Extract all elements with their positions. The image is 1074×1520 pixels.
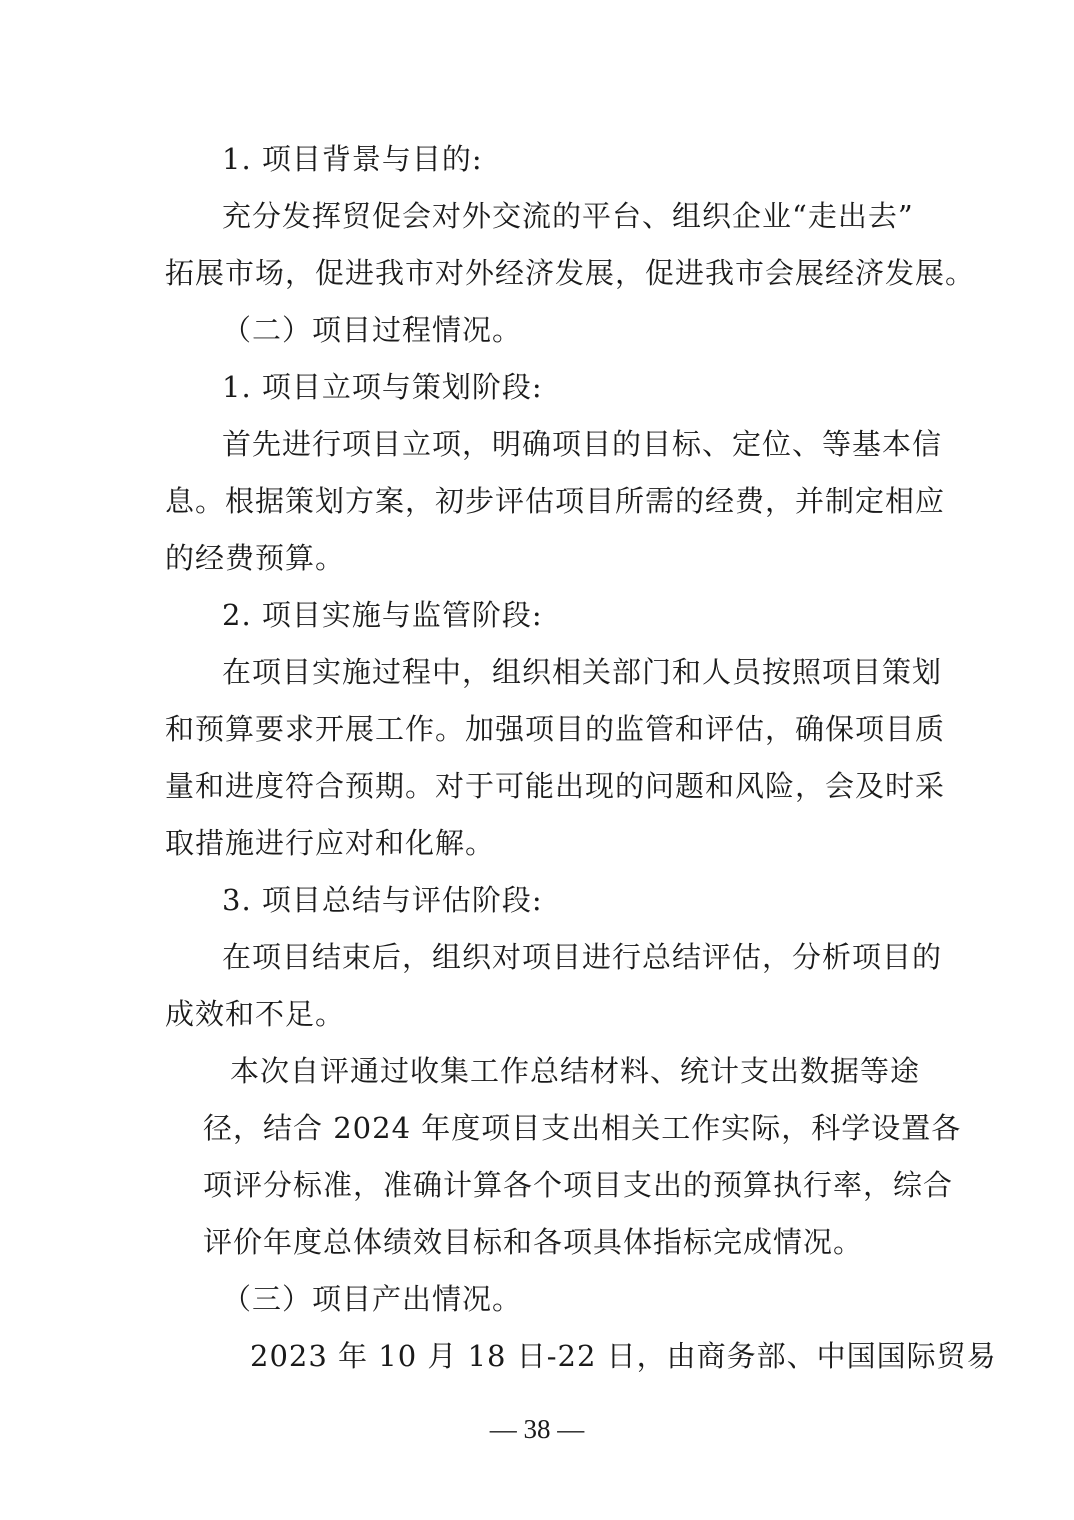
- heading-project-summary: 3. 项目总结与评估阶段:: [222, 883, 543, 917]
- paragraph-line: 首先进行项目立项，明确项目的目标、定位、等基本信: [222, 427, 943, 461]
- paragraph-line: 息。根据策划方案，初步评估项目所需的经费，并制定相应: [165, 484, 946, 518]
- paragraph-line: 充分发挥贸促会对外交流的平台、组织企业“走出去”: [222, 199, 914, 233]
- paragraph-line: 评价年度总体绩效目标和各项具体指标完成情况。: [203, 1225, 864, 1259]
- paragraph-line: 取措施进行应对和化解。: [165, 826, 496, 860]
- paragraph-line: 径，结合 2024 年度项目支出相关工作实际，科学设置各: [203, 1111, 962, 1145]
- section-heading-output: （三）项目产出情况。: [222, 1282, 523, 1316]
- section-heading-process: （二）项目过程情况。: [222, 313, 523, 347]
- paragraph-line: 拓展市场，促进我市对外经济发展，促进我市会展经济发展。: [165, 256, 976, 290]
- paragraph-line: 的经费预算。: [165, 541, 346, 575]
- paragraph-line: 和预算要求开展工作。加强项目的监管和评估，确保项目质: [165, 712, 946, 746]
- page-number: — 38 —: [489, 1414, 585, 1444]
- paragraph-line: 本次自评通过收集工作总结材料、统计支出数据等途: [230, 1054, 921, 1088]
- paragraph-line: 项评分标准，准确计算各个项目支出的预算执行率，综合: [203, 1168, 954, 1202]
- paragraph-line: 在项目结束后，组织对项目进行总结评估，分析项目的: [222, 940, 943, 974]
- heading-project-background: 1. 项目背景与目的:: [222, 142, 483, 176]
- heading-project-planning: 1. 项目立项与策划阶段:: [222, 370, 543, 404]
- heading-project-implementation: 2. 项目实施与监管阶段:: [222, 598, 543, 632]
- paragraph-line: 2023 年 10 月 18 日-22 日，由商务部、中国国际贸易: [250, 1339, 997, 1373]
- paragraph-line: 成效和不足。: [165, 997, 346, 1031]
- paragraph-line: 量和进度符合预期。对于可能出现的问题和风险，会及时采: [165, 769, 946, 803]
- paragraph-line: 在项目实施过程中，组织相关部门和人员按照项目策划: [222, 655, 943, 689]
